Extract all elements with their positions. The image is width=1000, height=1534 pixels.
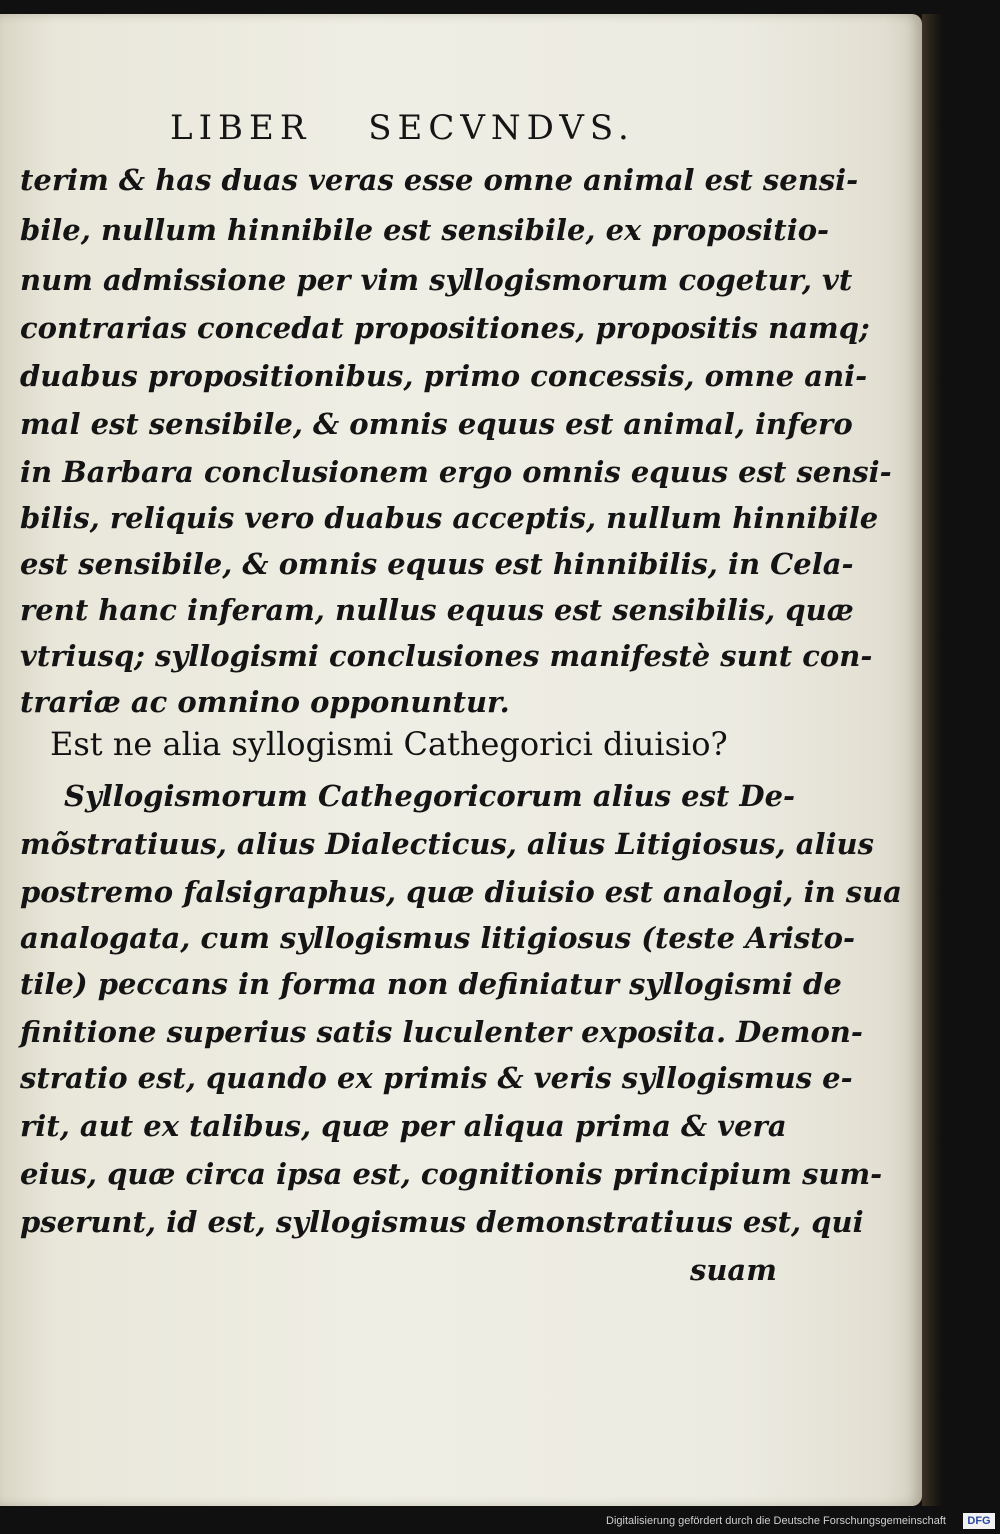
running-head-right: SECVNDVS. [368,108,635,148]
dfg-logo: DFG [963,1513,995,1529]
text-line: Syllogismorum Cathegoricorum alius est De- [64,779,796,813]
text-line: trariæ ac omnino opponuntur. [20,685,510,719]
text-line: bilis, reliquis vero duabus acceptis, nullum hinnibile [20,501,879,535]
running-head-left: LIBER [170,108,312,148]
text-line: tile) peccans in forma non definiatur syllogismi de [20,967,842,1001]
text-line: num admissione per vim syllogismorum cogetur, vt [20,263,853,297]
text-line: duabus propositionibus, primo concessis, omne ani- [20,359,868,393]
text-line: mal est sensibile, & omnis equus est animal, infero [20,407,853,441]
text-line: eius, quæ circa ipsa est, cognitionis principium sum- [20,1157,883,1191]
text-line: postremo falsigraphus, quæ diuisio est analogi, in sua [20,875,902,909]
text-line: vtriusq; syllogismi conclusiones manifestè sunt con- [20,639,873,673]
text-line: contrarias concedat propositiones, propositis namq; [20,311,870,345]
text-line: stratio est, quando ex primis & veris syllogismus e- [20,1061,853,1095]
catchword: suam [690,1253,777,1287]
text-line: rent hanc inferam, nullus equus est sensibilis, quæ [20,593,854,627]
text-line: analogata, cum syllogismus litigiosus (teste Aristo- [20,921,856,955]
text-line: terim & has duas veras esse omne animal est sensi- [20,163,859,197]
text-line: est sensibile, & omnis equus est hinnibilis, in Cela- [20,547,854,581]
text-line: pserunt, id est, syllogismus demonstratiuus est, qui [20,1205,864,1239]
text-line: bile, nullum hinnibile est sensibile, ex propositio- [20,213,830,247]
text-line: mõstratiuus, alius Dialecticus, alius Litigiosus, alius [20,827,874,861]
page-edge [922,14,942,1506]
text-line: in Barbara conclusionem ergo omnis equus est sensi- [20,455,892,489]
text-line: rit, aut ex talibus, quæ per aliqua prima & vera [20,1109,787,1143]
section-question: Est ne alia syllogismi Cathegorici diuisio? [50,725,728,763]
running-head [170,108,635,148]
text-line: finitione superius satis luculenter exposita. Demon- [20,1015,863,1049]
digitization-credit: Digitalisierung gefördert durch die Deutsche Forschungsgemeinschaft [606,1515,946,1527]
